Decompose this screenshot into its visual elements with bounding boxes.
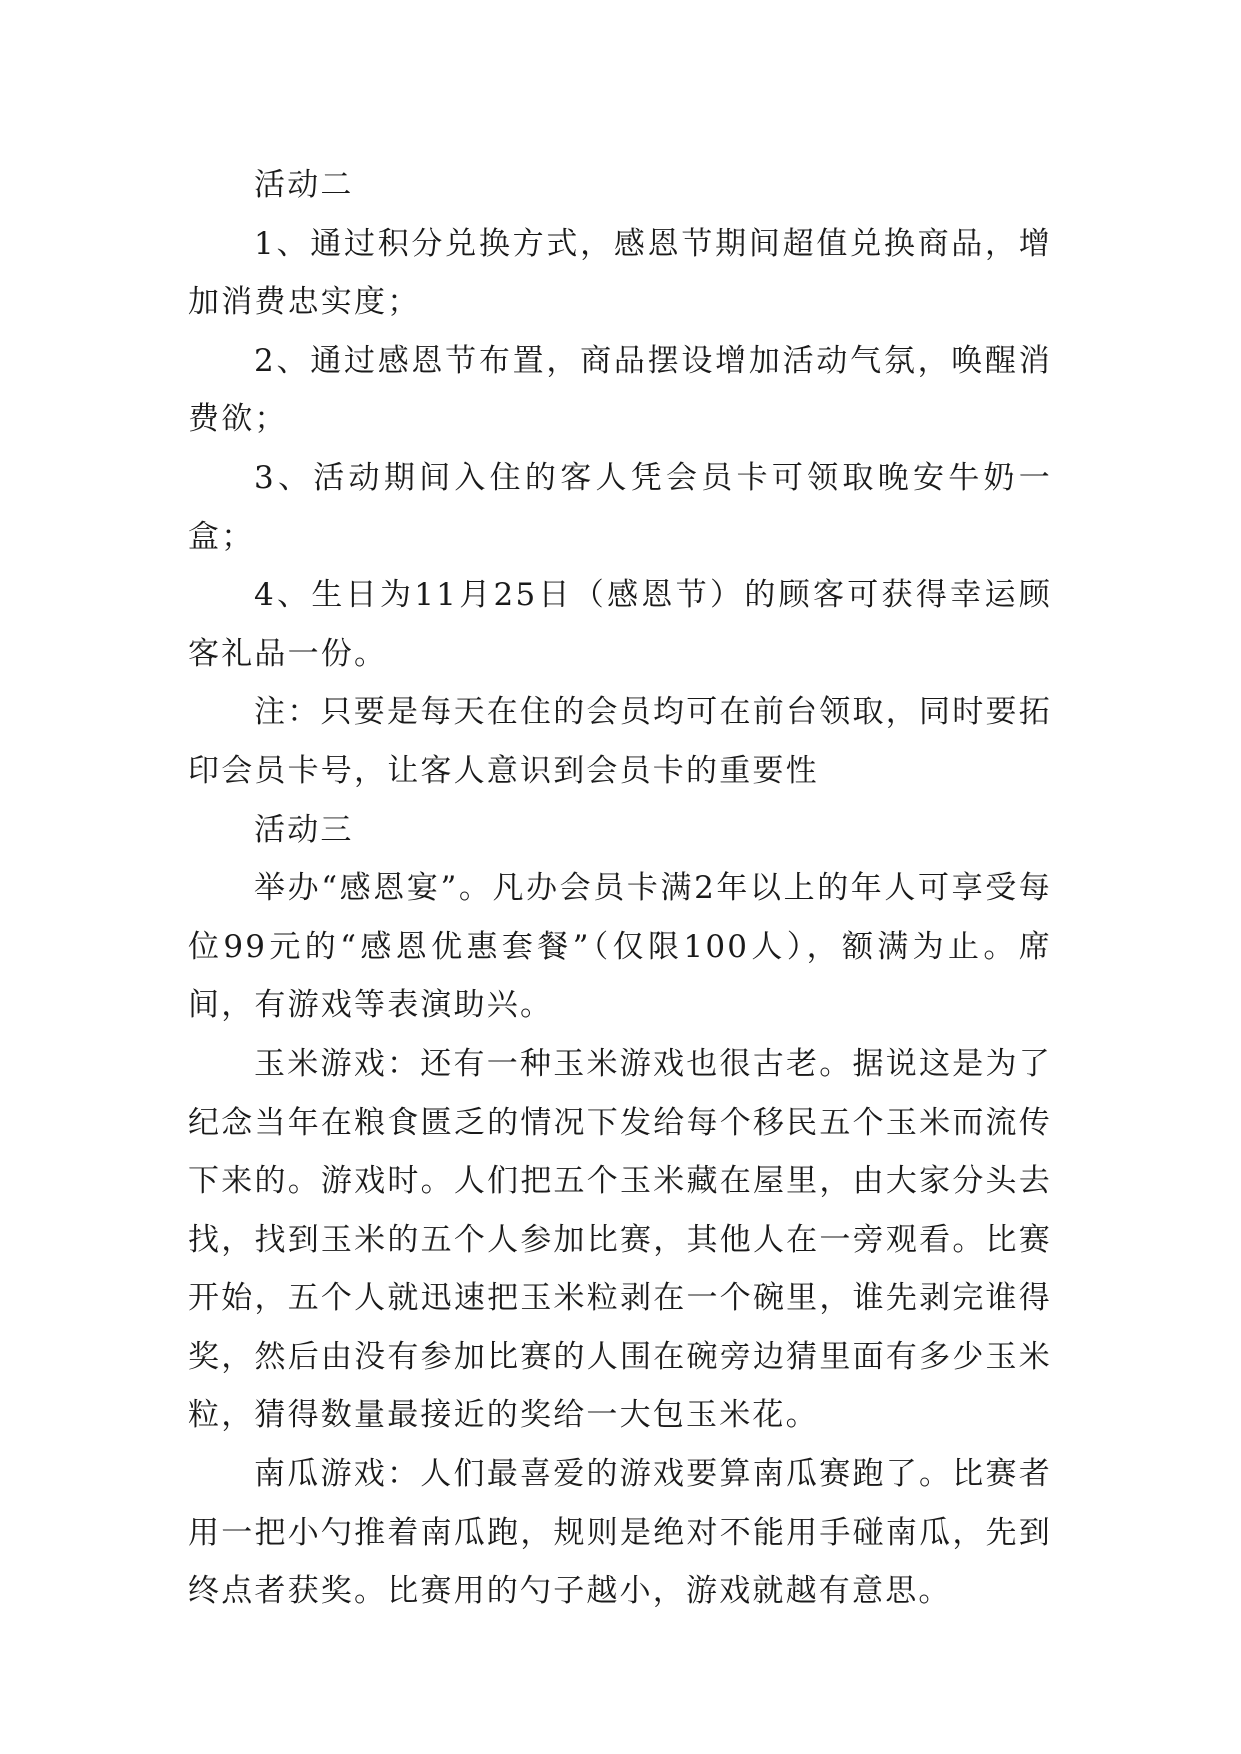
paragraph-corn-game: 玉米游戏：还有一种玉米游戏也很古老。据说这是为了纪念当年在粮食匮乏的情况下发给每个移民五个玉米而流传下来的。游戏时。人们把五个玉米藏在屋里，由大家分头去找，找到玉米的五个人参加比赛，其他人在一旁观看。比赛开始，五个人就迅速把玉米粒剥在一个碗里，谁先剥完谁得奖，然后由没有参加比赛的人围在碗旁边猜里面有多少玉米粒，猜得数量最接近的奖给一大包玉米花。	[188, 1045, 1052, 1434]
document-body	[188, 156, 1052, 1621]
section-heading-activity-three: 活动三	[254, 811, 354, 848]
paragraph-thanksgiving-banquet: 举办“感恩宴”。凡办会员卡满2年以上的年人可享受每位99元的“感恩优惠套餐”（仅限100人），额满为止。席间，有游戏等表演助兴。	[188, 870, 1052, 1024]
paragraph-item-2: 2、通过感恩节布置，商品摆设增加活动气氛，唤醒消费欲；	[188, 342, 1052, 438]
paragraph-item-3: 3、活动期间入住的客人凭会员卡可领取晚安牛奶一盒；	[188, 459, 1052, 555]
paragraph-pumpkin-game: 南瓜游戏：人们最喜爱的游戏要算南瓜赛跑了。比赛者用一把小勺推着南瓜跑，规则是绝对不能用手碰南瓜，先到终点者获奖。比赛用的勺子越小，游戏就越有意思。	[188, 1456, 1052, 1610]
paragraph-note: 注：只要是每天在住的会员均可在前台领取，同时要拓印会员卡号，让客人意识到会员卡的重要性	[188, 694, 1052, 789]
paragraph-item-4: 4、生日为11月25日（感恩节）的顾客可获得幸运顾客礼品一份。	[188, 577, 1052, 672]
paragraph-item-1: 1、通过积分兑换方式，感恩节期间超值兑换商品，增加消费忠实度；	[188, 225, 1052, 321]
section-heading-activity-two: 活动二	[254, 167, 354, 203]
